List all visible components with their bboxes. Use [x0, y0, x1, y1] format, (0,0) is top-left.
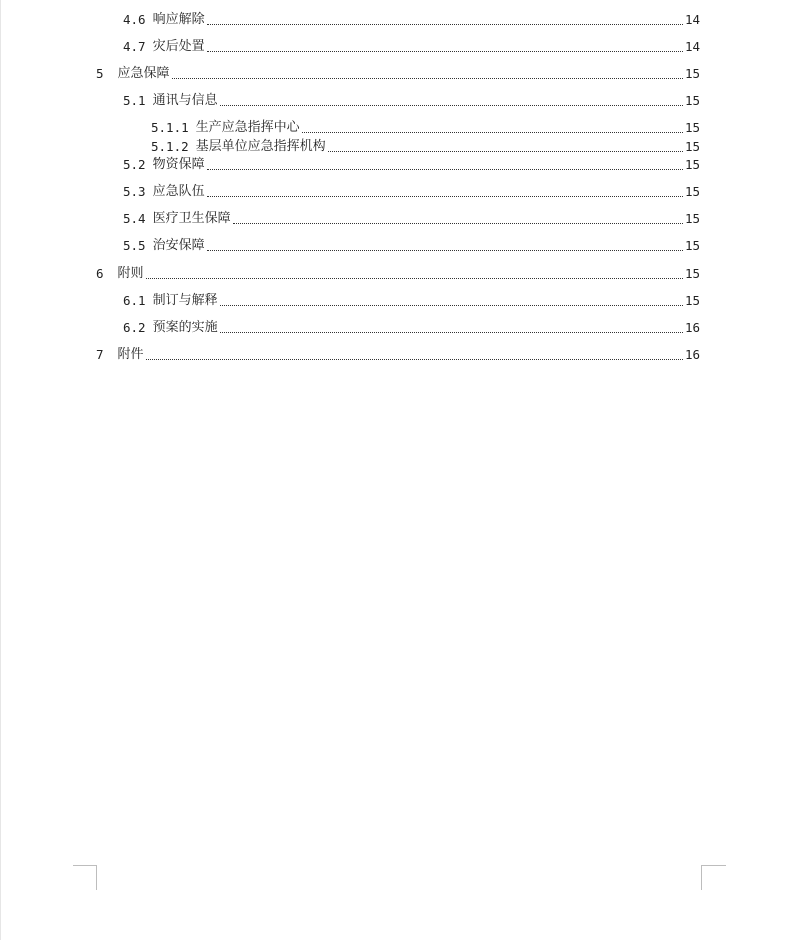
toc-entry-5-5[interactable]: [123, 236, 700, 254]
toc-dot-leader: [207, 51, 683, 52]
toc-entry-title: 通讯与信息: [152, 93, 218, 108]
toc-entry-6-1[interactable]: [123, 291, 700, 309]
toc-dot-leader: [146, 278, 683, 279]
toc-entry-page: 14: [684, 12, 700, 27]
toc-entry-title: 应急队伍: [152, 184, 205, 199]
toc-entry-5-3[interactable]: [123, 182, 700, 200]
toc-entry-page: 15: [684, 93, 700, 108]
toc-entry-4-6[interactable]: [123, 10, 700, 28]
toc-entry-title: 物资保障: [152, 157, 205, 172]
toc-entry-number: 6: [96, 266, 104, 281]
toc-entry-number: 5.3: [123, 184, 146, 199]
toc-dot-leader: [328, 151, 683, 152]
toc-entry-5-4[interactable]: [123, 209, 700, 227]
toc-dot-leader: [207, 24, 683, 25]
toc-dot-leader: [233, 223, 683, 224]
toc-entry-page: 15: [684, 266, 700, 281]
toc-entry-4-7[interactable]: [123, 37, 700, 55]
toc-entry-5-1-1[interactable]: [151, 118, 700, 136]
toc-entry-title: 响应解除: [152, 12, 205, 27]
toc-entry-number: 4.7: [123, 39, 146, 54]
toc-entry-page: 15: [684, 139, 700, 154]
toc-entry-5-2[interactable]: [123, 155, 700, 173]
toc-entry-page: 16: [684, 320, 700, 335]
toc-dot-leader: [146, 359, 683, 360]
toc-entry-5-1[interactable]: [123, 91, 700, 109]
toc-entry-title: 基层单位应急指挥机构: [195, 139, 326, 154]
toc-dot-leader: [207, 169, 683, 170]
toc-entry-number: 6.1: [123, 293, 146, 308]
toc-entry-page: 15: [684, 66, 700, 81]
toc-dot-leader: [220, 105, 683, 106]
toc-entry-5-1-2[interactable]: [151, 137, 700, 155]
toc-dot-leader: [220, 305, 683, 306]
toc-entry-number: 6.2: [123, 320, 146, 335]
toc-entry-number: 5.1.1: [151, 120, 189, 135]
toc-entry-number: 5.2: [123, 157, 146, 172]
toc-entry-number: 7: [96, 347, 104, 362]
toc-entry-title: 治安保障: [152, 238, 205, 253]
toc-dot-leader: [207, 250, 683, 251]
toc-entry-number: 5.1.2: [151, 139, 189, 154]
toc-entry-page: 15: [684, 157, 700, 172]
toc-entry-7[interactable]: [96, 345, 700, 363]
toc-entry-number: 5.1: [123, 93, 146, 108]
toc-entry-title: 附则: [117, 266, 144, 281]
toc-dot-leader: [220, 332, 683, 333]
toc-entry-6[interactable]: [96, 264, 700, 282]
toc-entry-page: 15: [684, 238, 700, 253]
toc-dot-leader: [302, 132, 683, 133]
margin-corner-mark-left: [73, 865, 97, 890]
toc-entry-page: 15: [684, 184, 700, 199]
toc-dot-leader: [172, 78, 683, 79]
toc-entry-page: 15: [684, 120, 700, 135]
toc-entry-page: 15: [684, 211, 700, 226]
toc-entry-title: 应急保障: [117, 66, 170, 81]
toc-entry-page: 14: [684, 39, 700, 54]
toc-entry-title: 附件: [117, 347, 144, 362]
toc-entry-title: 医疗卫生保障: [152, 211, 231, 226]
toc-entry-number: 5.4: [123, 211, 146, 226]
toc-dot-leader: [207, 196, 683, 197]
toc-entry-title: 制订与解释: [152, 293, 218, 308]
toc-entry-number: 5: [96, 66, 104, 81]
toc-entry-page: 16: [684, 347, 700, 362]
toc-entry-6-2[interactable]: [123, 318, 700, 336]
toc-entry-title: 灾后处置: [152, 39, 205, 54]
toc-entry-number: 4.6: [123, 12, 146, 27]
toc-entry-title: 生产应急指挥中心: [195, 120, 300, 135]
toc-entry-page: 15: [684, 293, 700, 308]
toc-entry-5[interactable]: [96, 64, 700, 82]
toc-entry-number: 5.5: [123, 238, 146, 253]
margin-corner-mark-right: [701, 865, 726, 890]
toc-entry-title: 预案的实施: [152, 320, 218, 335]
